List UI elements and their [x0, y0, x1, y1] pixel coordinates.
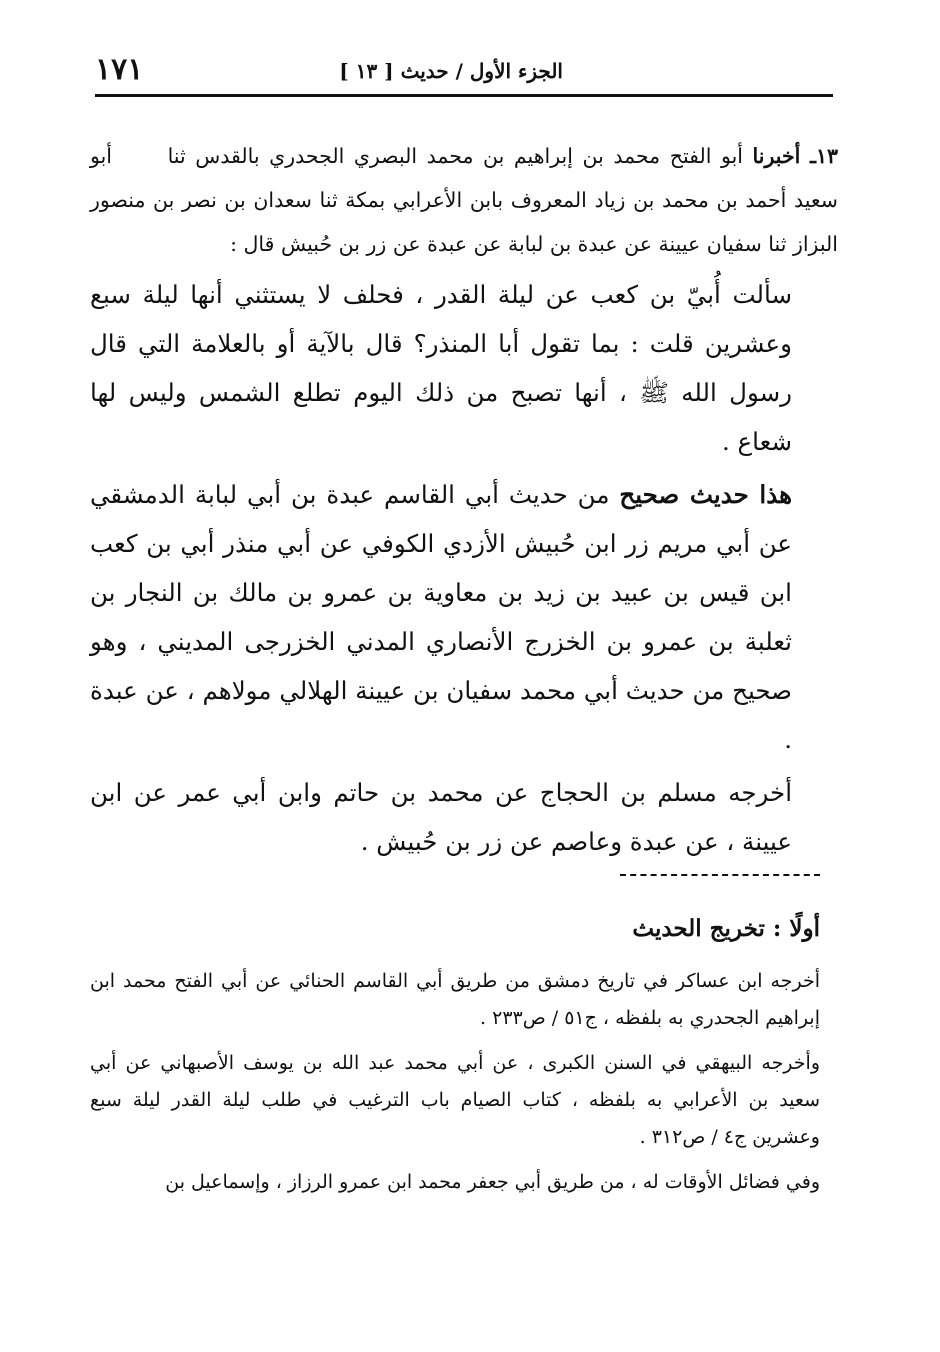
footnotes-title: أولًا : تخريج الحديث [632, 915, 820, 942]
hadith-text [90, 134, 838, 866]
takhrij-paragraph: أخرجه مسلم بن الحجاج عن محمد بن حاتم وابن أبي عمر عن ابن عيينة ، عن عبدة وعاصم عن زر بن حُبيش . [90, 778, 792, 856]
matn-paragraph: سألت أُبيّ بن كعب عن ليلة القدر ، فحلف لا يستثني أنها ليلة سبع وعشرين قلت : بما تقول أبا المنذر؟ قال بالآية أو بالعلامة التي قال رسول الله ﷺ ، أنها تصبح من ذلك اليوم تطلع الشمس وليس لها شعاع . [90, 280, 792, 456]
isnad-first-line: أبو الفتح محمد بن إبراهيم بن محمد البصري الجحدري بالقدس ثنا [167, 144, 743, 168]
footnote-paragraph: أخرجه ابن عساكر في تاريخ دمشق من طريق أبي القاسم الحنائي عن أبي الفتح محمد ابن إبراهيم الجحدري به بلفظه ، ج٥١ / ص٢٣٣ . [90, 970, 820, 1029]
grading-text: من حديث أبي القاسم عبدة بن أبي لبابة الدمشقي عن أبي مريم زر ابن حُبيش الأزدي الكوفي عن أبي منذر أبي بن كعب ابن قيس بن عبيد بن زيد بن معاوية بن عمرو بن مالك بن النجار بن ثعلبة بن عمرو بن الخزرج الأنصاري المدني الخزرجى المديني ، وهو صحيح من حديث أبي محمد سفيان بن عيينة الهلالي مولاهم ، عن عبدة . [90, 480, 792, 754]
page-header [95, 52, 833, 92]
page-number: ١٧١ [95, 52, 144, 87]
hadith-number: ١٣ـ [809, 144, 838, 168]
grading-label: هذا حديث صحيح [619, 480, 792, 509]
footnote-paragraph: وفي فضائل الأوقات له ، من طريق أبي جعفر محمد ابن عمرو الرزاز ، وإسماعيل بن [165, 1171, 820, 1193]
footnotes [90, 905, 820, 1209]
running-title: الجزء الأول / حديث [ ١٣ ] [339, 59, 563, 83]
opening-word: أخبرنا [752, 144, 801, 168]
footnote-paragraph: وأخرجه البيهقي في السنن الكبرى ، عن أبي محمد عبد الله بن يوسف الأصبهاني عن أبي سعيد بن الأعرابي به بلفظه ، كتاب الصيام باب الترغيب في طلب ليلة القدر ليلة سبع وعشرين ج٤ / ص٣١٢ . [90, 1052, 820, 1148]
footnote-separator [620, 874, 820, 876]
isnad-continuation: أبو سعيد أحمد بن محمد بن زياد المعروف بابن الأعرابي بمكة ثنا سعدان بن نصر بن منصور البزاز ثنا سفيان عيينة عن عبدة بن لبابة عن عبدة عن زر بن حُبيش قال : [90, 144, 838, 256]
isnad-paragraph [90, 134, 838, 266]
grading-paragraph [90, 470, 838, 764]
header-rule [95, 94, 833, 97]
